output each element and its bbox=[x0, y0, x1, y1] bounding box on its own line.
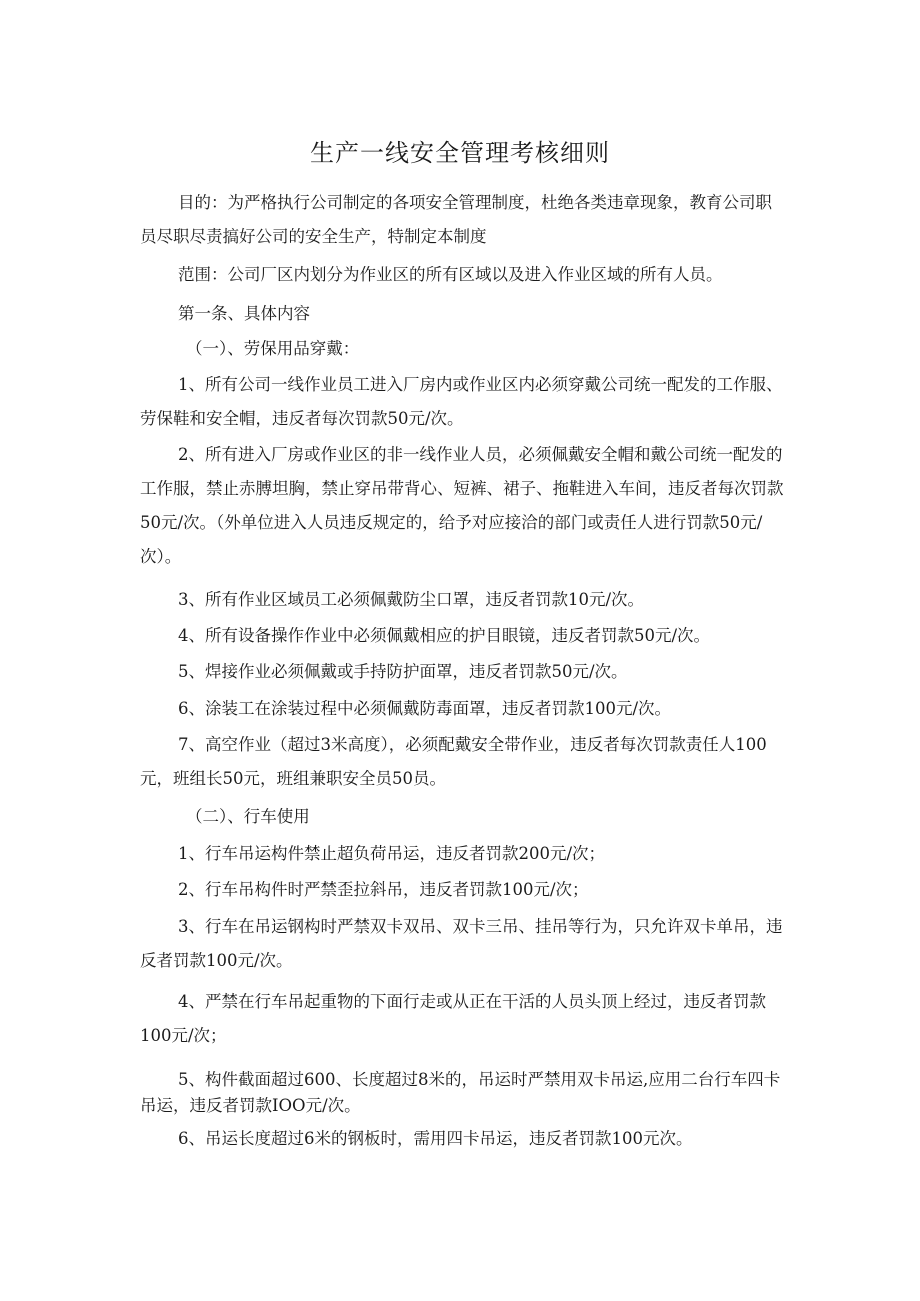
purpose-paragraph: 目的：为严格执行公司制定的各项安全管理制度，杜绝各类违章现象，教育公司职员尽职尽责搞好公司的安全生产，特制定本制度 bbox=[140, 193, 772, 246]
section-1-item-7: 7、高空作业（超过3米高度），必须配戴安全带作业，违反者每次罚款责任人100元，班组长50元，班组兼职安全员50员。 bbox=[140, 735, 767, 788]
section-1-heading: （一）、劳保用品穿戴： bbox=[186, 339, 360, 358]
section-2-item-2: 2、行车吊构件时严禁歪拉斜吊，违反者罚款100元/次； bbox=[178, 880, 589, 899]
section-2-item-6: 6、吊运长度超过6米的钢板时，需用四卡吊运，违反者罚款100元次。 bbox=[178, 1129, 693, 1148]
section-1-item-3: 3、所有作业区域员工必须佩戴防尘口罩，违反者罚款10元/次。 bbox=[178, 590, 645, 609]
section-1-item-6: 6、涂装工在涂装过程中必须佩戴防毒面罩，违反者罚款100元/次。 bbox=[178, 699, 672, 718]
section-2-item-3: 3、行车在吊运钢构时严禁双卡双吊、双卡三吊、挂吊等行为，只允许双卡单吊，违反者罚款100元/次。 bbox=[140, 917, 783, 970]
document-title: 生产一线安全管理考核细则 bbox=[310, 139, 610, 167]
scope-paragraph: 范围：公司厂区内划分为作业区的所有区域以及进入作业区域的所有人员。 bbox=[178, 265, 723, 284]
section-1-item-2: 2、所有进入厂房或作业区的非一线作业人员，必须佩戴安全帽和戴公司统一配发的工作服，禁止赤膊坦胸，禁止穿吊带背心、短裤、裙子、拖鞋进入车间，违反者每次罚款50元/次。（外单位进入人员违反规定的，给予对应接洽的部门或责任人进行罚款50元/次）。 bbox=[140, 445, 784, 566]
section-2-heading: （二）、行车使用 bbox=[186, 807, 310, 826]
section-2-item-5: 5、构件截面超过600、长度超过8米的，吊运时严禁用双卡吊运,应用二台行车四卡吊运，违反者罚款IOO元/次。 bbox=[140, 1070, 781, 1115]
section-1-item-4: 4、所有设备操作作业中必须佩戴相应的护目眼镜，违反者罚款50元/次。 bbox=[178, 626, 711, 645]
section-1-item-5: 5、焊接作业必须佩戴或手持防护面罩，违反者罚款50元/次。 bbox=[178, 662, 628, 681]
section-1-item-1: 1、所有公司一线作业员工进入厂房内或作业区内必须穿戴公司统一配发的工作服、劳保鞋和安全帽，违反者每次罚款50元/次。 bbox=[140, 375, 783, 428]
section-2-item-4: 4、严禁在行车吊起重物的下面行走或从正在干活的人员头顶上经过，违反者罚款100元/次； bbox=[140, 992, 766, 1045]
article-1-heading: 第一条、具体内容 bbox=[178, 304, 310, 323]
section-2-item-1: 1、行车吊运构件禁止超负荷吊运，违反者罚款200元/次； bbox=[178, 844, 606, 863]
